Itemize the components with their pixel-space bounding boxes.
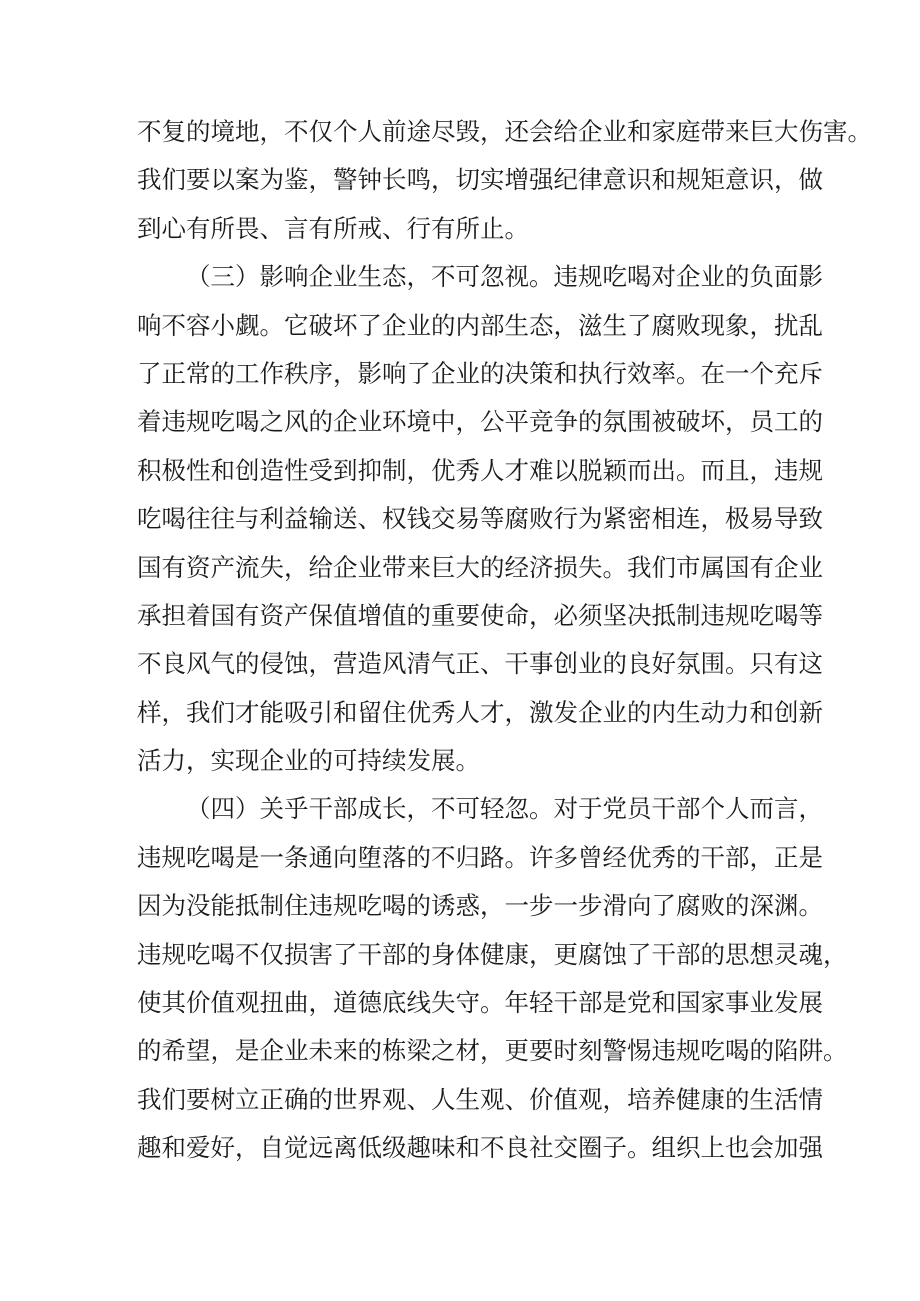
text-line: 国有资产流失，给企业带来巨大的经济损失。我们市属国有企业: [137, 552, 823, 582]
text-line: 违规吃喝是一条通向堕落的不归路。许多曾经优秀的干部，正是: [137, 842, 823, 872]
text-line: 响不容小觑。它破坏了企业的内部生态，滋生了腐败现象，扰乱: [137, 310, 823, 340]
text-line: 因为没能抵制住违规吃喝的诱惑，一步一步滑向了腐败的深渊。: [137, 891, 823, 921]
section-heading-line: （三）影响企业生态，不可忽视。违规吃喝对企业的负面影: [186, 262, 823, 292]
text-line: 的希望，是企业未来的栋梁之材，更要时刻警惕违规吃喝的陷阱。: [137, 1036, 848, 1066]
text-line: 吃喝往往与利益输送、权钱交易等腐败行为紧密相连，极易导致: [137, 504, 823, 534]
text-line: 活力，实现企业的可持续发展。: [137, 746, 480, 776]
text-line: 积极性和创造性受到抑制，优秀人才难以脱颖而出。而且，违规: [137, 455, 823, 485]
section-heading-line: （四）关乎干部成长，不可轻忽。对于党员干部个人而言，: [186, 794, 823, 824]
body-text: [137, 108, 872, 1173]
text-line: 我们要树立正确的世界观、人生观、价值观，培养健康的生活情: [137, 1084, 823, 1114]
text-line: 不复的境地，不仅个人前途尽毁，还会给企业和家庭带来巨大伤害。: [137, 117, 872, 146]
text-line: 了正常的工作秩序，影响了企业的决策和执行效率。在一个充斥: [137, 358, 823, 388]
text-line: 着违规吃喝之风的企业环境中，公平竞争的氛围被破坏，员工的: [137, 407, 823, 437]
text-line: 违规吃喝不仅损害了干部的身体健康，更腐蚀了干部的思想灵魂，: [137, 939, 848, 969]
text-line: 承担着国有资产保值增值的重要使命，必须坚决抵制违规吃喝等: [137, 600, 823, 630]
text-line: 不良风气的侵蚀，营造风清气正、干事创业的良好氛围。只有这: [137, 649, 823, 679]
text-line: 趣和爱好，自觉远离低级趣味和不良社交圈子。组织上也会加强: [137, 1133, 823, 1163]
text-line: 使其价值观扭曲，道德底线失守。年轻干部是党和国家事业发展: [137, 988, 823, 1018]
text-line: 样，我们才能吸引和留住优秀人才，激发企业的内生动力和创新: [137, 697, 823, 727]
text-line: 到心有所畏、言有所戒、行有所止。: [137, 213, 529, 243]
text-line: 我们要以案为鉴，警钟长鸣，切实增强纪律意识和规矩意识，做: [137, 165, 823, 195]
